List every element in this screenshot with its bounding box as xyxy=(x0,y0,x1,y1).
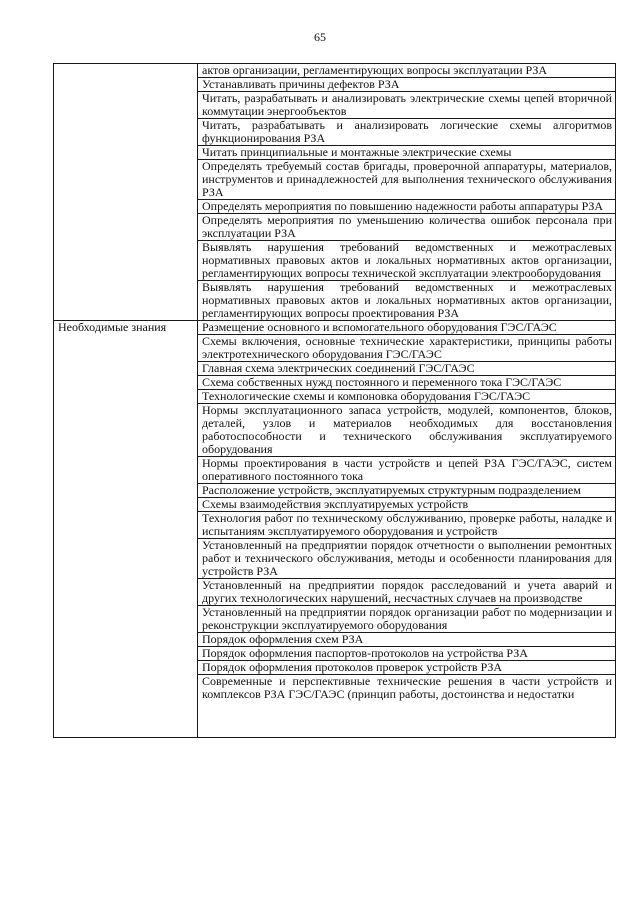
knowledge-item: Расположение устройств, эксплуатируемых структурным подразделением xyxy=(198,484,616,498)
knowledge-item: Технология работ по техническому обслуживанию, проверке работы, наладке и испытаниям эксплуатируемого оборудования и устройств xyxy=(198,512,616,539)
knowledge-item: Установленный на предприятии порядок отчетности о выполнении ремонтных работ и технического обслуживания, методы и особенности планирования для устройств РЗА xyxy=(198,539,616,579)
section-label-knowledge: Необходимые знания xyxy=(54,321,198,738)
skill-item: Читать принципиальные и монтажные электрические схемы xyxy=(198,146,616,160)
knowledge-item: Главная схема электрических соединений ГЭС/ГАЭС xyxy=(198,362,616,376)
knowledge-item: Порядок оформления схем РЗА xyxy=(198,633,616,647)
knowledge-item: Установленный на предприятии порядок организации работ по модернизации и реконструкции эксплуатируемого оборудования xyxy=(198,606,616,633)
knowledge-item: Схема собственных нужд постоянного и переменного тока ГЭС/ГАЭС xyxy=(198,376,616,390)
knowledge-item: Установленный на предприятии порядок расследований и учета аварий и других технологических нарушений, несчастных случаев на производстве xyxy=(198,579,616,606)
skill-item: Читать, разрабатывать и анализировать электрические схемы цепей вторичной коммутации энергообъектов xyxy=(198,92,616,119)
section-label-skills xyxy=(54,64,198,321)
knowledge-item: Технологические схемы и компоновка оборудования ГЭС/ГАЭС xyxy=(198,390,616,404)
skill-item: Определять мероприятия по повышению надежности работы аппаратуры РЗА xyxy=(198,200,616,214)
qualification-table xyxy=(53,63,616,738)
skill-item: Определять мероприятия по уменьшению количества ошибок персонала при эксплуатации РЗА xyxy=(198,214,616,241)
skill-item: Устанавливать причины дефектов РЗА xyxy=(198,78,616,92)
skill-item: Читать, разрабатывать и анализировать логические схемы алгоритмов функционирования РЗА xyxy=(198,119,616,146)
skill-item: Выявлять нарушения требований ведомственных и межотраслевых нормативных правовых актов и локальных нормативных актов организации, регламентирующих вопросы технической эксплуатации электрооборудования xyxy=(198,241,616,281)
skill-item: Выявлять нарушения требований ведомственных и межотраслевых нормативных правовых актов и локальных нормативных актов организации, регламентирующих вопросы проектирования РЗА xyxy=(198,281,616,321)
knowledge-item: Порядок оформления паспортов-протоколов на устройства РЗА xyxy=(198,647,616,661)
knowledge-item: Схемы включения, основные технические характеристики, принципы работы электротехнического оборудования ГЭС/ГАЭС xyxy=(198,335,616,362)
knowledge-item: Нормы эксплуатационного запаса устройств, модулей, компонентов, блоков, деталей, узлов и материалов необходимых для восстановления работоспособности и технического обслуживания эксплуатируемого оборудования xyxy=(198,404,616,457)
table-row xyxy=(54,321,616,335)
knowledge-item: Размещение основного и вспомогательного оборудования ГЭС/ГАЭС xyxy=(198,321,616,335)
skill-item: актов организации, регламентирующих вопросы эксплуатации РЗА xyxy=(198,64,616,78)
knowledge-item: Схемы взаимодействия эксплуатируемых устройств xyxy=(198,498,616,512)
page-number: 65 xyxy=(314,30,326,44)
knowledge-item: Современные и перспективные технические решения в части устройств и комплексов РЗА ГЭС/ГАЭС (принцип работы, достоинства и недостатки xyxy=(198,675,616,738)
qualification-table-body xyxy=(54,64,616,738)
knowledge-item: Нормы проектирования в части устройств и цепей РЗА ГЭС/ГАЭС, систем оперативного постоянного тока xyxy=(198,457,616,484)
skill-item: Определять требуемый состав бригады, проверочной аппаратуры, материалов, инструментов и принадлежностей для выполнения технического обслуживания РЗА xyxy=(198,160,616,200)
knowledge-item: Порядок оформления протоколов проверок устройств РЗА xyxy=(198,661,616,675)
table-row xyxy=(54,64,616,78)
